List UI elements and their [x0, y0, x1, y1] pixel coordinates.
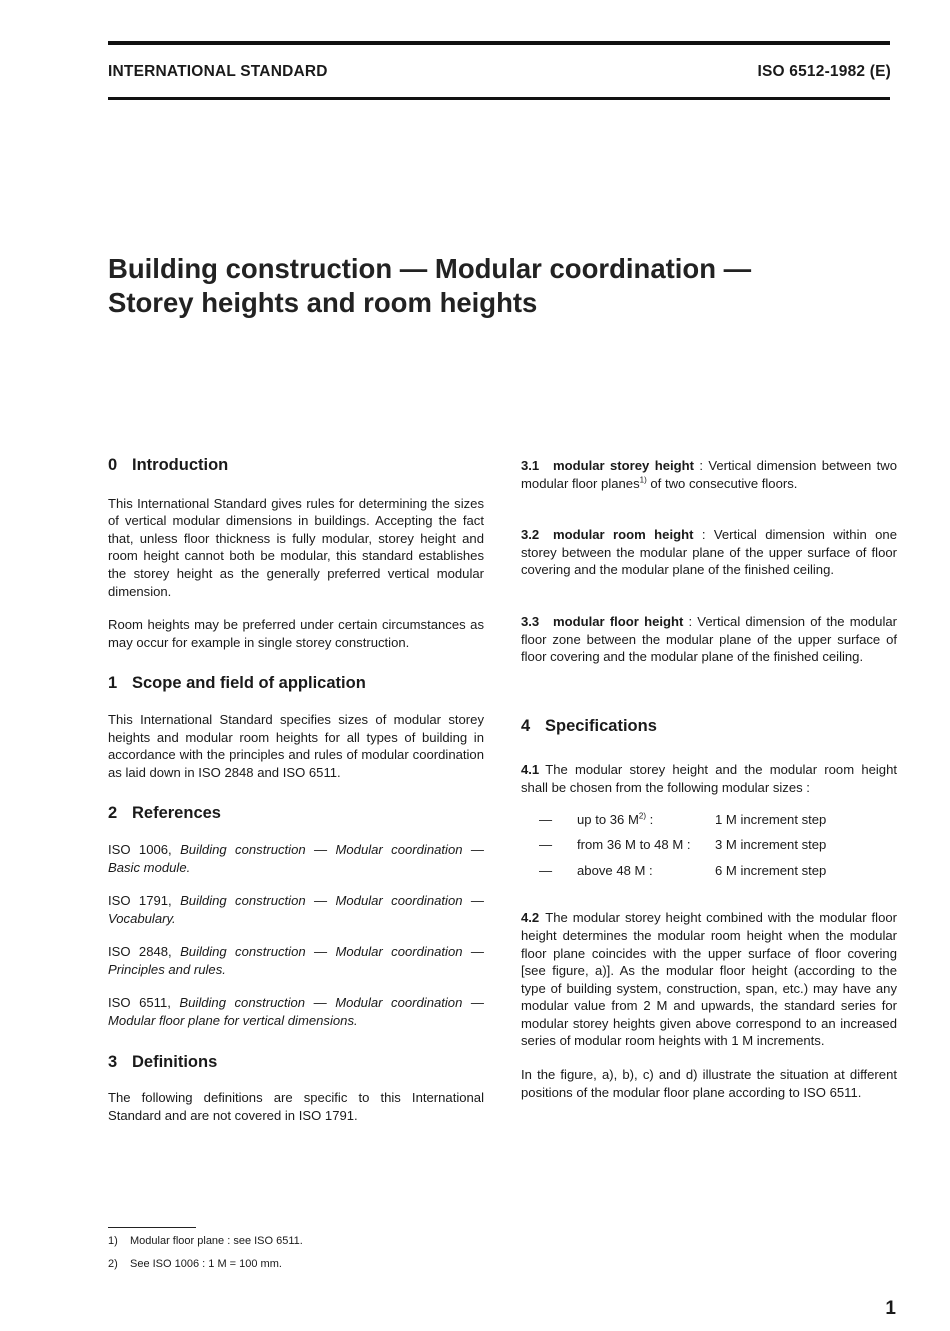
section-3-paragraph: The following definitions are specific to this International Standard and are not covered in ISO 1791. — [108, 1090, 484, 1123]
clause-4-2-figure-note: In the figure, a), b), c) and d) illustrate the situation at different positions of the modular floor plane according to ISO 6511. — [521, 1067, 897, 1100]
table-row: — from 36 M to 48 M : 3 M increment step — [539, 837, 827, 853]
header-document-type: INTERNATIONAL STANDARD — [108, 63, 328, 80]
definition-3-2: 3.2 modular room height : Vertical dimension within one storey between the modular plane of the upper surface of floor covering and the modular plane of the finished ceiling. — [521, 527, 897, 578]
section-0-heading: 0 Introduction — [108, 456, 229, 474]
section-0-paragraph-1: This International Standard gives rules for determining the sizes of vertical modular dimensions in buildings. Accepting the fact that, unless floor thickness is fully modular, storey height and room height cannot both be modular, this standard establishes the storey height as the generally preferred vertical modular dimension. — [108, 495, 484, 599]
document-title — [108, 252, 751, 320]
title-line-2: Storey heights and room heights — [108, 287, 538, 318]
section-4-heading: 4 Specifications — [521, 716, 657, 735]
title-line-1: Building construction — Modular coordination — — [108, 253, 752, 284]
header-top-rule — [108, 41, 890, 45]
footnote-1: 1) Modular floor plane : see ISO 6511. — [108, 1235, 303, 1247]
section-3-heading: 3 Definitions — [108, 1052, 218, 1071]
section-0-paragraph-2: Room heights may be preferred under certain circumstances as may occur for example in single storey construction. — [108, 617, 484, 650]
reference-item: ISO 6511, Building construction — Modular coordination — Modular floor plane for vertical dimensions. — [108, 995, 484, 1029]
right-column — [521, 457, 897, 1117]
section-1-heading: 1 Scope and field of application — [108, 674, 366, 693]
section-2-heading: 2 References — [108, 804, 221, 823]
reference-item: ISO 1006, Building construction — Modular coordination — Basic module. — [108, 841, 484, 875]
clause-4-2: 4.2 The modular storey height combined with the modular floor height determines the modular room height when the modular floor plane coincides with the upper surface of floor covering [see figure, a)]. As the modular floor height (according to the type of building system, construction, span, etc.) may have any modular value from 2 M and upwards, the standard series for modular storey heights given above correspond to an increased series of modular room heights with 1 M increments. — [521, 910, 897, 1049]
header-bottom-rule — [108, 97, 890, 100]
definition-3-3: 3.3 modular floor height : Vertical dimension of the modular floor zone between the modular plane of the upper surface of floor covering and the modular plane of the finished ceiling. — [521, 613, 897, 665]
footnote-2: 2) See ISO 1006 : 1 M = 100 mm. — [108, 1258, 282, 1270]
reference-item: ISO 1791, Building construction — Modular coordination — Vocabulary. — [108, 893, 484, 926]
footnote-rule — [108, 1227, 196, 1228]
left-column — [108, 457, 484, 1140]
table-row: — up to 36 $M^{2)}$ : 1 M increment step — [539, 811, 827, 827]
clause-4-1: 4.1 The modular storey height and the modular room height shall be chosen from the following modular sizes : — [521, 762, 897, 795]
definition-3-1: 3.1 modular storey height : Vertical dimension between two modular floor planes$^{1)}$ of two consecutive floors. — [521, 458, 897, 491]
header-document-number: ISO 6512-1982 (E) — [757, 63, 891, 80]
modular-sizes-table — [539, 807, 834, 884]
section-1-paragraph: This International Standard specifies sizes of modular storey heights and modular room heights for all types of building in accordance with the principles and rules of modular coordination as laid down in ISO 2848 and ISO 6511. — [108, 711, 484, 780]
reference-item: ISO 2848, Building construction — Modular coordination — Principles and rules. — [108, 944, 484, 977]
table-row: — above 48 M : 6 M increment step — [539, 862, 827, 878]
page-number: 1 — [885, 1298, 896, 1319]
